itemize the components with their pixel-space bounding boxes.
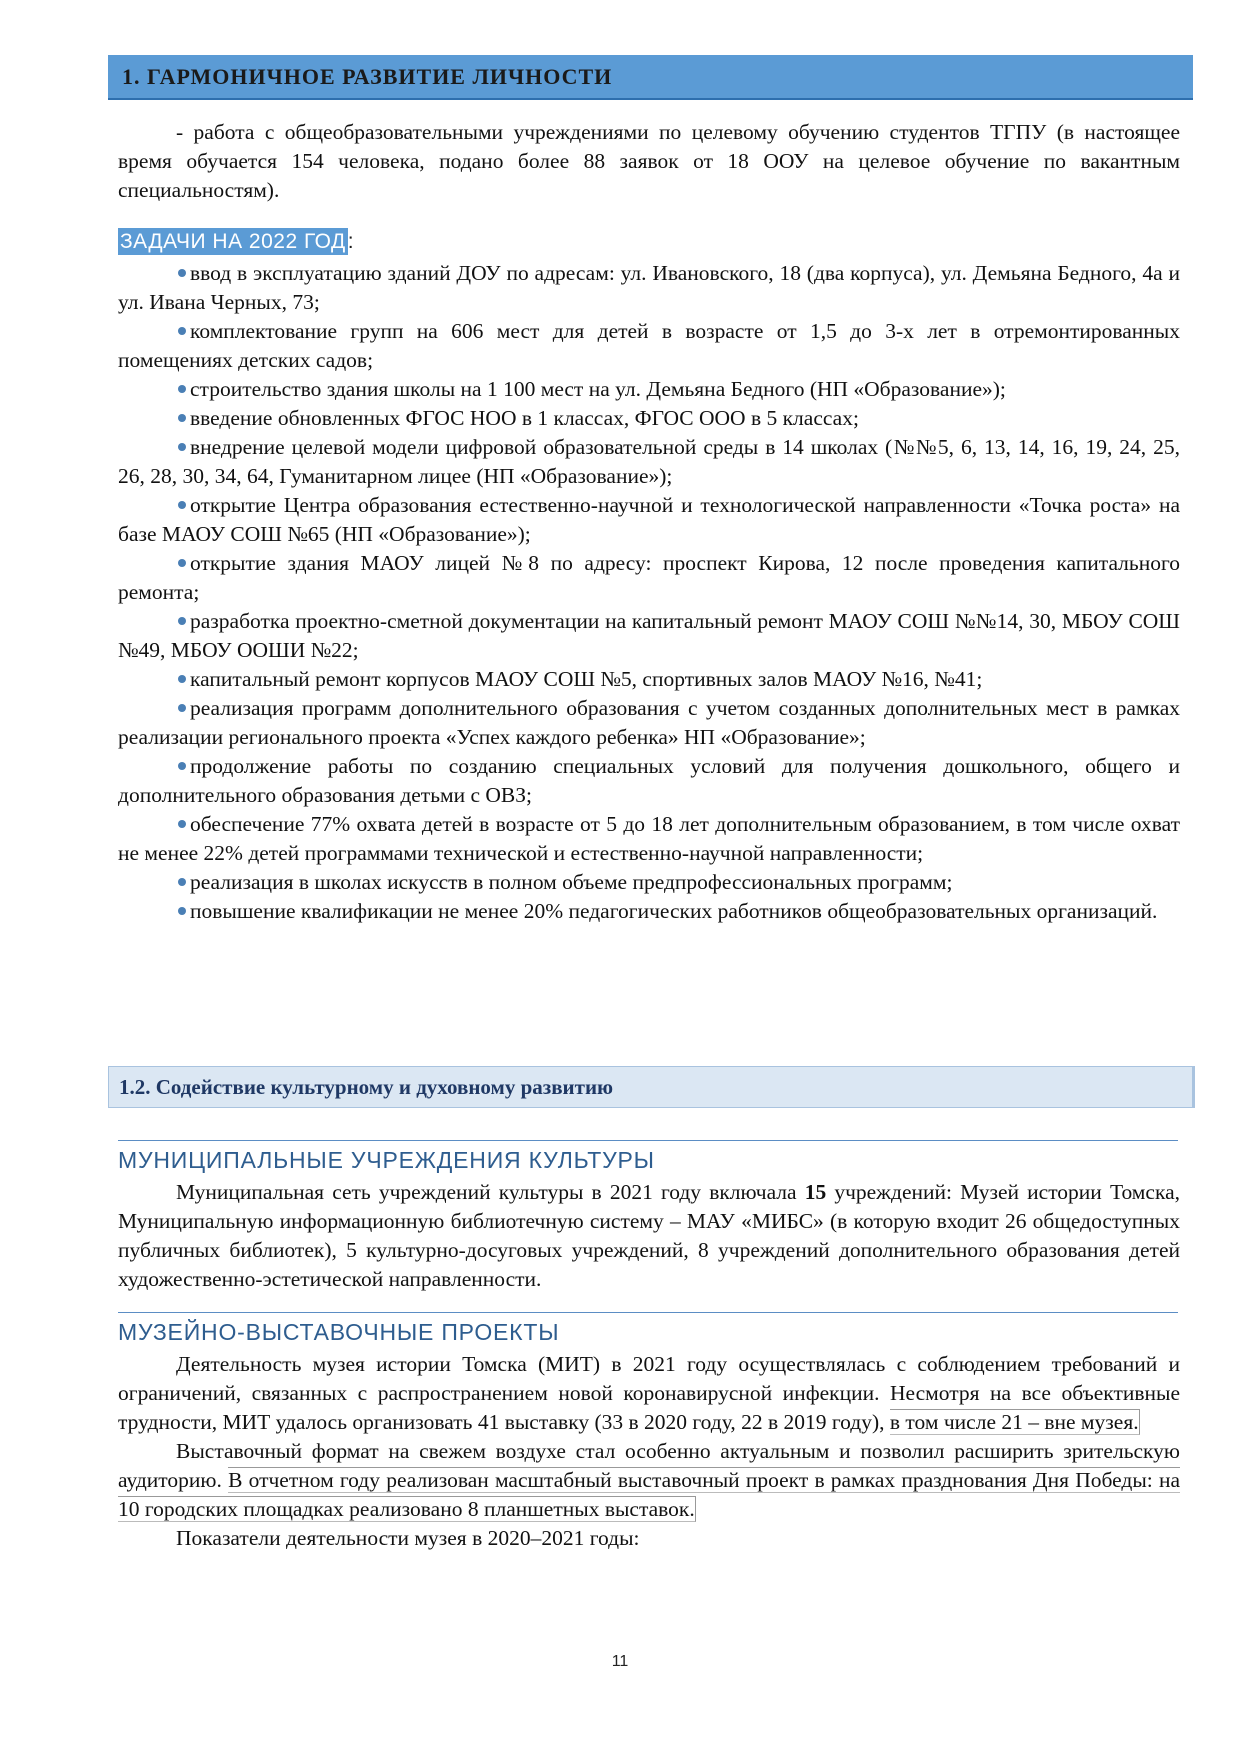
culture-paragraph: Муниципальная сеть учреждений культуры в 2021 году включала 15 учреждений: Музей истории Томска, Муниципальную информационную библиотечную систему – МАУ «МИБС» (в которую входит 26 общедоступных публичных библиотек), 5 культурно-досуговых учреждений, 8 учреждений дополнительного образования детей художественно-эстетической направленности.	[118, 1180, 1180, 1291]
culture-count: 15	[804, 1180, 827, 1204]
museum-paragraph-2: Выставочный формат на свежем воздухе стал особенно актуальным и позволил расширить зрительскую аудиторию. В отчетном году реализован масштабный выставочный проект в рамках празднования Дня Победы: на 10 городских площадках реализовано 8 планшетных выставок.	[118, 1439, 1180, 1521]
list-item: комплектование групп на 606 мест для детей в возрасте от 1,5 до 3-х лет в отремонтированных помещениях детских садов;	[118, 319, 1180, 372]
culture-block	[118, 1178, 1180, 1294]
museum-paragraph-1: Деятельность музея истории Томска (МИТ) в 2021 году осуществлялась с соблюдением требований и ограничений, связанных с распространением новой коронавирусной инфекции. Несмотря на все объективные трудности, МИТ удалось организовать 41 выставку (33 в 2020 году, 22 в 2019 году), в том числе 21 – вне музея.	[118, 1352, 1180, 1434]
bullet-icon	[178, 414, 186, 422]
bullet-icon	[178, 820, 186, 828]
list-item: продолжение работы по созданию специальных условий для получения дошкольного, общего и дополнительного образования детьми с ОВЗ;	[118, 754, 1180, 807]
subsection-title: 1.2. Содействие культурному и духовному развитию	[119, 1075, 614, 1099]
tracked-change: в том числе 21 – вне музея.	[889, 1410, 1139, 1434]
bullet-icon	[178, 327, 186, 335]
list-item: внедрение целевой модели цифровой образовательной среды в 14 школах (№№5, 6, 13, 14, 16, 19, 24, 25, 26, 28, 30, 34, 64, Гуманитарном лицее (НП «Образование»);	[118, 435, 1180, 488]
tasks-list	[118, 259, 1180, 926]
list-item: строительство здания школы на 1 100 мест на ул. Демьяна Бедного (НП «Образование»);	[118, 375, 1180, 404]
tracked-change: В отчетном году реализован масштабный выставочный проект в рамках празднования Дня Победы: на 10 городских площадках реализовано 8 планшетных выставок.	[118, 1468, 1180, 1521]
museum-paragraph-3: Показатели деятельности музея в 2020–2021 годы:	[176, 1526, 640, 1550]
bullet-icon	[178, 704, 186, 712]
museum-block	[118, 1350, 1180, 1553]
bullet-icon	[178, 559, 186, 567]
section-title: 1. ГАРМОНИЧНОЕ РАЗВИТИЕ ЛИЧНОСТИ	[122, 64, 613, 89]
bullet-icon	[178, 907, 186, 915]
list-item: реализация в школах искусств в полном объеме предпрофессиональных программ;	[118, 868, 1180, 897]
list-item: ввод в эксплуатацию зданий ДОУ по адресам: ул. Ивановского, 18 (два корпуса), ул. Демьяна Бедного, 4а и ул. Ивана Черных, 73;	[118, 261, 1180, 314]
bullet-icon	[178, 269, 186, 277]
list-item: открытие здания МАОУ лицей №8 по адресу: проспект Кирова, 12 после проведения капитального ремонта;	[118, 551, 1180, 604]
bullet-icon	[178, 385, 186, 393]
tasks-heading-highlight: ЗАДАЧИ НА 2022 ГОД	[120, 230, 346, 253]
tasks-heading: ЗАДАЧИ НА 2022 ГОД:	[120, 230, 355, 253]
bullet-icon	[178, 762, 186, 770]
list-item: обеспечение 77% охвата детей в возрасте от 5 до 18 лет дополнительным образованием, в том числе охват не менее 22% детей программами технической и естественно-научной направленности;	[118, 812, 1180, 865]
list-item: повышение квалификации не менее 20% педагогических работников общеобразовательных организаций.	[118, 897, 1180, 926]
intro-block	[118, 118, 1180, 205]
list-item: капитальный ремонт корпусов МАОУ СОШ №5, спортивных залов МАОУ №16, №41;	[118, 665, 1180, 694]
list-item: разработка проектно-сметной документации на капитальный ремонт МАОУ СОШ №№14, 30, МБОУ СОШ №49, МБОУ ООШИ №22;	[118, 609, 1180, 662]
bullet-icon	[178, 878, 186, 886]
list-item: открытие Центра образования естественно-научной и технологической направленности «Точка роста» на базе МАОУ СОШ №65 (НП «Образование»);	[118, 493, 1180, 546]
list-item: введение обновленных ФГОС НОО в 1 классах, ФГОС ООО в 5 классах;	[118, 404, 1180, 433]
bullet-icon	[178, 443, 186, 451]
intro-paragraph: - работа с общеобразовательными учреждениями по целевому обучению студентов ТГПУ (в настоящее время обучается 154 человека, подано более 88 заявок от 18 ООУ на целевое обучение по вакантным специальностям).	[118, 120, 1180, 202]
section-header	[108, 55, 1193, 100]
page-number: 11	[611, 1653, 629, 1670]
bullet-icon	[178, 617, 186, 625]
museum-heading: МУЗЕЙНО-ВЫСТАВОЧНЫЕ ПРОЕКТЫ	[118, 1312, 1178, 1346]
subsection-header	[108, 1066, 1195, 1108]
bullet-icon	[178, 675, 186, 683]
bullet-icon	[178, 501, 186, 509]
culture-heading: МУНИЦИПАЛЬНЫЕ УЧРЕЖДЕНИЯ КУЛЬТУРЫ	[118, 1140, 1178, 1174]
list-item: реализация программ дополнительного образования с учетом созданных дополнительных мест в рамках реализации регионального проекта «Успех каждого ребенка» НП «Образование»;	[118, 696, 1180, 749]
